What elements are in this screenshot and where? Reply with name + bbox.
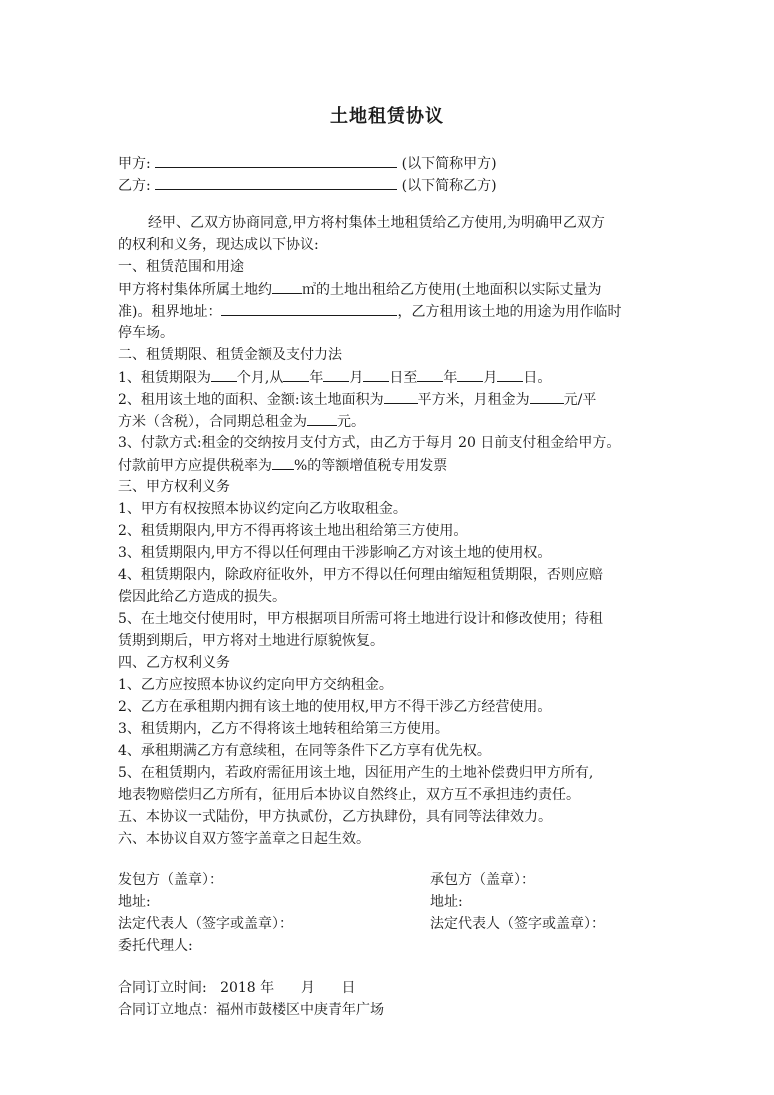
s4-item-1: 1、乙方应按照本协议约定向甲方交纳租金。 — [118, 677, 393, 693]
agent-label: 委托代理人: — [118, 938, 193, 954]
amount-text: 平方米，月租金为 — [417, 392, 530, 408]
document-title: 土地租赁协议 — [330, 106, 444, 127]
s1-text: ㎡的土地出租给乙方使用(土地面积以实际丈量为 — [302, 282, 602, 298]
term-text: 月 — [349, 370, 364, 386]
contractor-label: 承包方（盖章）： — [430, 872, 535, 888]
end-month-blank[interactable] — [457, 367, 483, 382]
s3-item-5-line-2: 赁期到期后，甲方将对土地进行原貌恢复。 — [118, 633, 384, 649]
issuer-label: 发包方（盖章）： — [118, 872, 223, 888]
intro-line-2: 的权利和义务，现达成以下协议: — [118, 237, 319, 253]
s4-item-3: 3、租赁期内，乙方不得将该土地转租给第三方使用。 — [118, 721, 449, 737]
section-5: 五、本协议一式陆份，甲方执贰份，乙方执肆份，具有同等法律效力。 — [118, 809, 552, 825]
s4-item-4: 4、承租期满乙方有意续租，在同等条件下乙方享有优先权。 — [118, 743, 491, 759]
party-a-suffix: (以下简称甲方) — [401, 156, 497, 172]
amount-text: 元/平 — [563, 392, 597, 408]
address-blank[interactable] — [221, 301, 397, 316]
amount-text: 2、租用该土地的面积、金额:该土地面积为 — [118, 392, 384, 408]
term-text: 月 — [483, 370, 498, 386]
amount-line-1 — [118, 389, 596, 410]
term-text: 1、租赁期限为 — [118, 370, 211, 386]
term-text: 年 — [443, 370, 458, 386]
contractor-representative-label: 法定代表人（签字或盖章）： — [430, 916, 605, 932]
s3-item-4-line-2: 偿因此给乙方造成的损失。 — [118, 589, 286, 605]
party-b-suffix: (以下简称乙方) — [401, 178, 497, 194]
payment-text: 付款前甲方应提供税率为 — [118, 458, 272, 474]
issuer-address-label: 地址: — [118, 894, 151, 910]
issuer-representative-label: 法定代表人（签字或盖章）： — [118, 916, 293, 932]
term-line — [118, 367, 551, 388]
party-b-blank[interactable] — [155, 175, 397, 190]
s3-item-3: 3、租赁期限内,甲方不得以任何理由干涉影响乙方对该土地的使用权。 — [118, 545, 552, 561]
monthly-rent-blank[interactable] — [530, 389, 564, 404]
contractor-address-label: 地址: — [430, 894, 463, 910]
payment-line-2 — [118, 455, 447, 476]
start-year-blank[interactable] — [283, 367, 309, 382]
s1-text: 准)。租界地址： — [118, 304, 222, 320]
section-1-line-3: 停车场。 — [118, 325, 174, 341]
intro-line-1: 经甲、乙双方协商同意,甲方将村集体土地租赁给乙方使用,为明确甲乙双方 — [148, 215, 605, 231]
s3-item-2: 2、租赁期限内,甲方不得再将该土地出租给第三方使用。 — [118, 523, 468, 539]
months-blank[interactable] — [211, 367, 237, 382]
amount-text: 元。 — [337, 414, 365, 430]
contract-place: 合同订立地点：福州市鼓楼区中庚青年广场 — [118, 1002, 384, 1018]
term-text: 日至 — [389, 370, 418, 386]
amount-line-2 — [118, 411, 365, 432]
s4-item-5-line-1: 5、在租赁期内，若政府需征用该土地，因征用产生的土地补偿费归甲方所有, — [118, 765, 594, 781]
section-3-heading: 三、甲方权利义务 — [118, 479, 230, 495]
section-4-heading: 四、乙方权利义务 — [118, 655, 230, 671]
s4-item-5-line-2: 地表物赔偿归乙方所有，征用后本协议自然终止，双方互不承担违约责任。 — [118, 787, 580, 803]
land-area-blank[interactable] — [384, 389, 418, 404]
start-month-blank[interactable] — [323, 367, 349, 382]
end-year-blank[interactable] — [417, 367, 443, 382]
payment-text: %的等额增值税专用发票 — [294, 458, 448, 474]
s1-text: ，乙方租用该土地的用途为用作临时 — [397, 304, 622, 320]
s3-item-1: 1、甲方有权按照本协议约定向乙方收取租金。 — [118, 501, 407, 517]
section-6: 六、本协议自双方签字盖章之日起生效。 — [118, 831, 370, 847]
section-1-line-2 — [118, 301, 621, 322]
section-1-line-1 — [118, 279, 601, 300]
total-rent-blank[interactable] — [307, 411, 337, 426]
area-blank[interactable] — [272, 279, 302, 294]
party-b-label: 乙方: — [118, 178, 151, 194]
s1-text: 甲方将村集体所属土地约 — [118, 282, 272, 298]
term-text: 日。 — [523, 370, 552, 386]
end-day-blank[interactable] — [497, 367, 523, 382]
party-b-line — [118, 175, 497, 196]
s3-item-5-line-1: 5、在土地交付使用时，甲方根据项目所需可将土地进行设计和修改使用；待租 — [118, 611, 603, 627]
s4-item-2: 2、乙方在承租期内拥有该土地的使用权,甲方不得干涉乙方经营使用。 — [118, 699, 552, 715]
party-a-blank[interactable] — [155, 153, 397, 168]
payment-line-1: 3、付款方式:租金的交纳按月支付方式，由乙方于每月 20 日前支付租金给甲方。 — [118, 435, 621, 451]
tax-rate-blank[interactable] — [272, 455, 294, 470]
term-text: 个月,从 — [236, 370, 284, 386]
section-1-heading: 一、租赁范围和用途 — [118, 259, 244, 275]
section-2-heading: 二、租赁期限、租赁金额及支付力法 — [118, 347, 342, 363]
start-day-blank[interactable] — [363, 367, 389, 382]
party-a-label: 甲方: — [118, 156, 151, 172]
party-a-line — [118, 153, 497, 174]
amount-text: 方米（含税），合同期总租金为 — [118, 414, 307, 430]
term-text: 年 — [309, 370, 324, 386]
s3-item-4-line-1: 4、租赁期限内，除政府征收外，甲方不得以任何理由缩短租赁期限，否则应赔 — [118, 567, 603, 583]
contract-date: 合同订立时间: 2018 年 月 日 — [118, 980, 356, 996]
